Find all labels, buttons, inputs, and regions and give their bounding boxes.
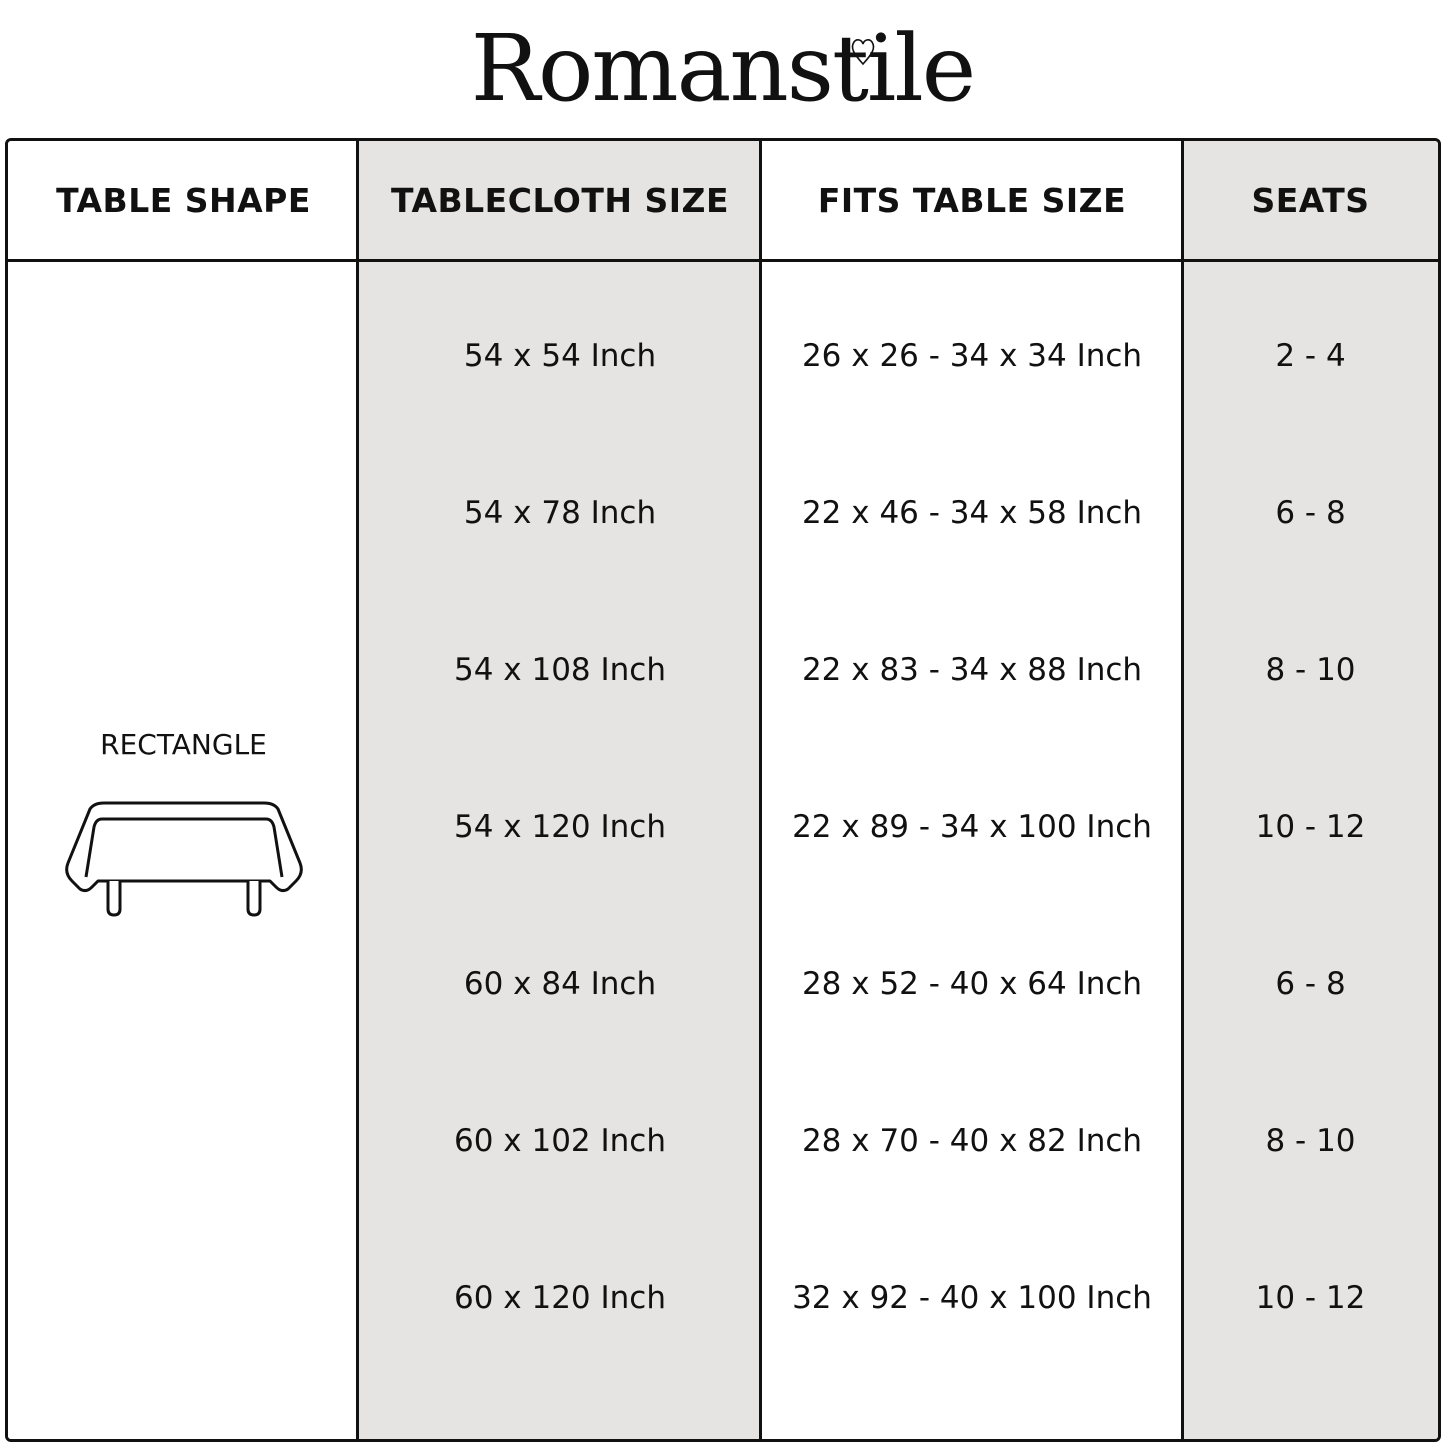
header-tablecloth-size: TABLECLOTH SIZE bbox=[391, 180, 729, 220]
seats-cell: 2 - 4 bbox=[1275, 338, 1346, 374]
seats-cell: 8 - 10 bbox=[1265, 652, 1356, 688]
header-table-shape: TABLE SHAPE bbox=[56, 180, 311, 220]
tablecloth-size-cell: 60 x 102 Inch bbox=[453, 1123, 666, 1159]
fits-table-size-cell: 28 x 70 - 40 x 82 Inch bbox=[801, 1123, 1143, 1159]
fits-table-size-cell: 28 x 52 - 40 x 64 Inch bbox=[801, 966, 1143, 1002]
fits-table-size-cell: 22 x 89 - 34 x 100 Inch bbox=[792, 809, 1152, 845]
rectangle-table-icon bbox=[64, 797, 304, 927]
seats-cell: 6 - 8 bbox=[1275, 966, 1346, 1002]
fits-table-size-cell: 32 x 92 - 40 x 100 Inch bbox=[792, 1280, 1152, 1316]
seats-cell: 8 - 10 bbox=[1265, 1123, 1356, 1159]
tablecloth-size-cell: 54 x 108 Inch bbox=[453, 652, 666, 688]
brand-name: Romanstile bbox=[470, 15, 975, 122]
fits-table-size-cell: 22 x 46 - 34 x 58 Inch bbox=[801, 495, 1143, 531]
seats-cell: 10 - 12 bbox=[1255, 1280, 1366, 1316]
seats-cell: 10 - 12 bbox=[1255, 809, 1366, 845]
header-seats: SEATS bbox=[1251, 180, 1370, 220]
shape-label: RECTANGLE bbox=[100, 727, 267, 761]
column-table-shape bbox=[8, 141, 359, 1439]
tablecloth-size-cell: 54 x 120 Inch bbox=[453, 809, 666, 845]
tablecloth-size-cell: 54 x 54 Inch bbox=[463, 338, 657, 374]
header-fits-table-size: FITS TABLE SIZE bbox=[817, 180, 1127, 220]
heart-flourish-icon bbox=[848, 34, 878, 68]
fits-table-size-cell: 22 x 83 - 34 x 88 Inch bbox=[801, 652, 1143, 688]
size-chart-table bbox=[5, 138, 1441, 1442]
tablecloth-size-cell: 54 x 78 Inch bbox=[463, 495, 657, 531]
brand-logo bbox=[0, 14, 1445, 124]
fits-table-size-cell: 26 x 26 - 34 x 34 Inch bbox=[801, 338, 1143, 374]
seats-cell: 6 - 8 bbox=[1275, 495, 1346, 531]
tablecloth-size-cell: 60 x 120 Inch bbox=[453, 1280, 666, 1316]
header-divider bbox=[8, 259, 1438, 262]
tablecloth-size-cell: 60 x 84 Inch bbox=[463, 966, 657, 1002]
